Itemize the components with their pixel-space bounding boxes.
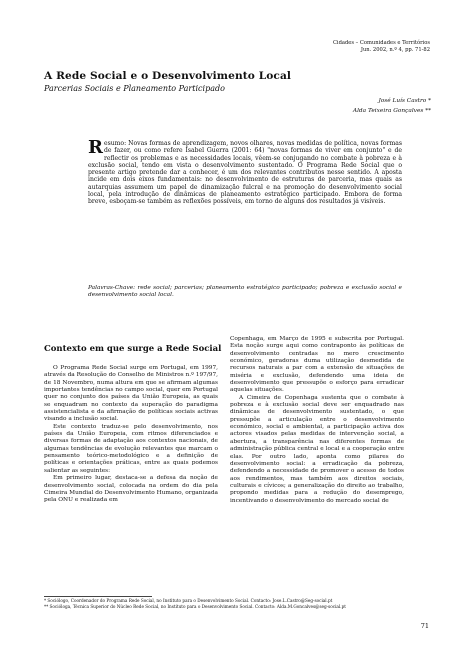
body-column-right (230, 336, 404, 505)
author-2: Alda Teixeira Gonçalves ** (352, 108, 431, 114)
journal-header (230, 40, 430, 53)
paragraph: Este contexto traduz-se pelo desenvolvimento, nos países da União Europeia, com ritmos diferenciados e diversas formas de adaptação aos contextos nacionais, de algumas tendências de evolução relevantes que marcam o pensamento teórico-metodológico e a definição de políticas e orientações práticas, entre as quais podemos salientar as seguintes: (44, 423, 218, 474)
abstract-text: esumo: Novas formas de aprendizagem, novos olhares, novas medidas de política, novas formas de fazer, ou como refere Isabel Guerra (2001: 64) "novas formas de viver em conjunto" e de reflectir os problemas e as necessidades locais, vêem-se conjugando no combate à pobreza e à exclusão social, tendo em vista o desenvolvimento sustentado. O Programa Rede Social que o presente artigo pretende dar a conhecer, é um dos relevantes contributos nesse sentido. A aposta incide em dois eixos fundamentais: no desenvolvimento de estruturas de parceria, mas quais as autarquias assumem um papel de dinamização fulcral e na promoção do desenvolvimento social local, pela introdução de dinâmicas de planeamento estratégico participado. Embora de forma breve, esboçam-se também as reflexões possíveis, em torno de alguns dos resultados já visíveis. (88, 140, 402, 206)
paragraph: A Cimeira de Copenhaga sustenta que o combate à pobreza e à exclusão social deve ser enquadrado nas dinâmicas de desenvolvimento sustentado, o que pressupõe a articulação entre o desenvolvimento económico, social e ambiental, a participação activa dos actores visados pelas medidas de intervenção social, a abertura, a transparência nas diferentes formas de administração pública central e local e a cooperação entre elas. Por outro lado, aponta como pilares do desenvolvimento social: a erradicação da pobreza, defendendo a necessidade de promover o acesso de todos aos rendimentos, mas também aos direitos sociais, culturais e cívicos; a generalização do direito ao trabalho, propondo medidas para a redução do desemprego, incentivando o desenvolvimento do mercado social de (230, 394, 404, 504)
body-column-left (44, 365, 218, 505)
journal-name: Cidades – Comunidades e Territórios (332, 40, 430, 46)
paragraph: Em primeiro lugar, destaca-se a defesa da noção de desenvolvimento social, colocada na ordem do dia pela Cimeira Mundial do Desenvolvimento Humano, organizada pela ONU e realizada em (44, 475, 218, 504)
page-number: 71 (420, 622, 429, 630)
paragraph: Copenhaga, em Março de 1995 e subscrita por Portugal. Esta noção surge aqui como contraponto às políticas de desenvolvimento centradas no mero crescimento económico, geradoras duma utilização desmedida de recursos naturais a par com a extensão de situações de miséria e exclusão, defendendo uma ideia de desenvolvimento que pressupõe o esforço para erradicar aquelas situações. (230, 336, 404, 394)
journal-issue: Jun. 2002, n.º 4, pp. 71-82 (360, 46, 430, 53)
section-heading: Contexto em que surge a Rede Social (44, 344, 222, 354)
keywords: Palavras-Chave: rede social; parcerias; planeamento estratégico participado; pobreza e exclusão social e desenvolvimento social local. (88, 285, 402, 299)
article-title: A Rede Social e o Desenvolvimento Local (44, 70, 292, 82)
abstract (88, 137, 402, 206)
footnotes (44, 598, 414, 609)
paragraph: O Programa Rede Social surge em Portugal, em 1997, através da Resolução do Conselho de Ministros n.º 197/97, de 18 Novembro, numa altura em que se afirmam algumas importantes tendências no campo social, quer em Portugal quer no conjunto dos países da União Europeia, as quais se enquadram no contexto da superação do paradigma assistencialista e da afirmação de políticas sociais activas visando a inclusão social. (44, 365, 218, 423)
author-1: José Luís Castro * (378, 98, 431, 104)
footnote-rule (44, 596, 152, 597)
article-subtitle: Parcerias Sociais e Planeamento Participado (44, 84, 225, 93)
footnote-2: ** Socióloga, Técnica Superior do Núcleo Rede Social, no Instituto para o Desenvolvimento Social. Contacto: Alda.M.Goncalves@seg-social.pt (44, 603, 346, 609)
abstract-dropcap: R (88, 137, 103, 158)
footnote-1: * Sociólogo, Coordenador do Programa Rede Social, no Instituto para o Desenvolvimento Social. Contacto: Jose.L.Castro@Seg-social.pt (44, 598, 333, 603)
